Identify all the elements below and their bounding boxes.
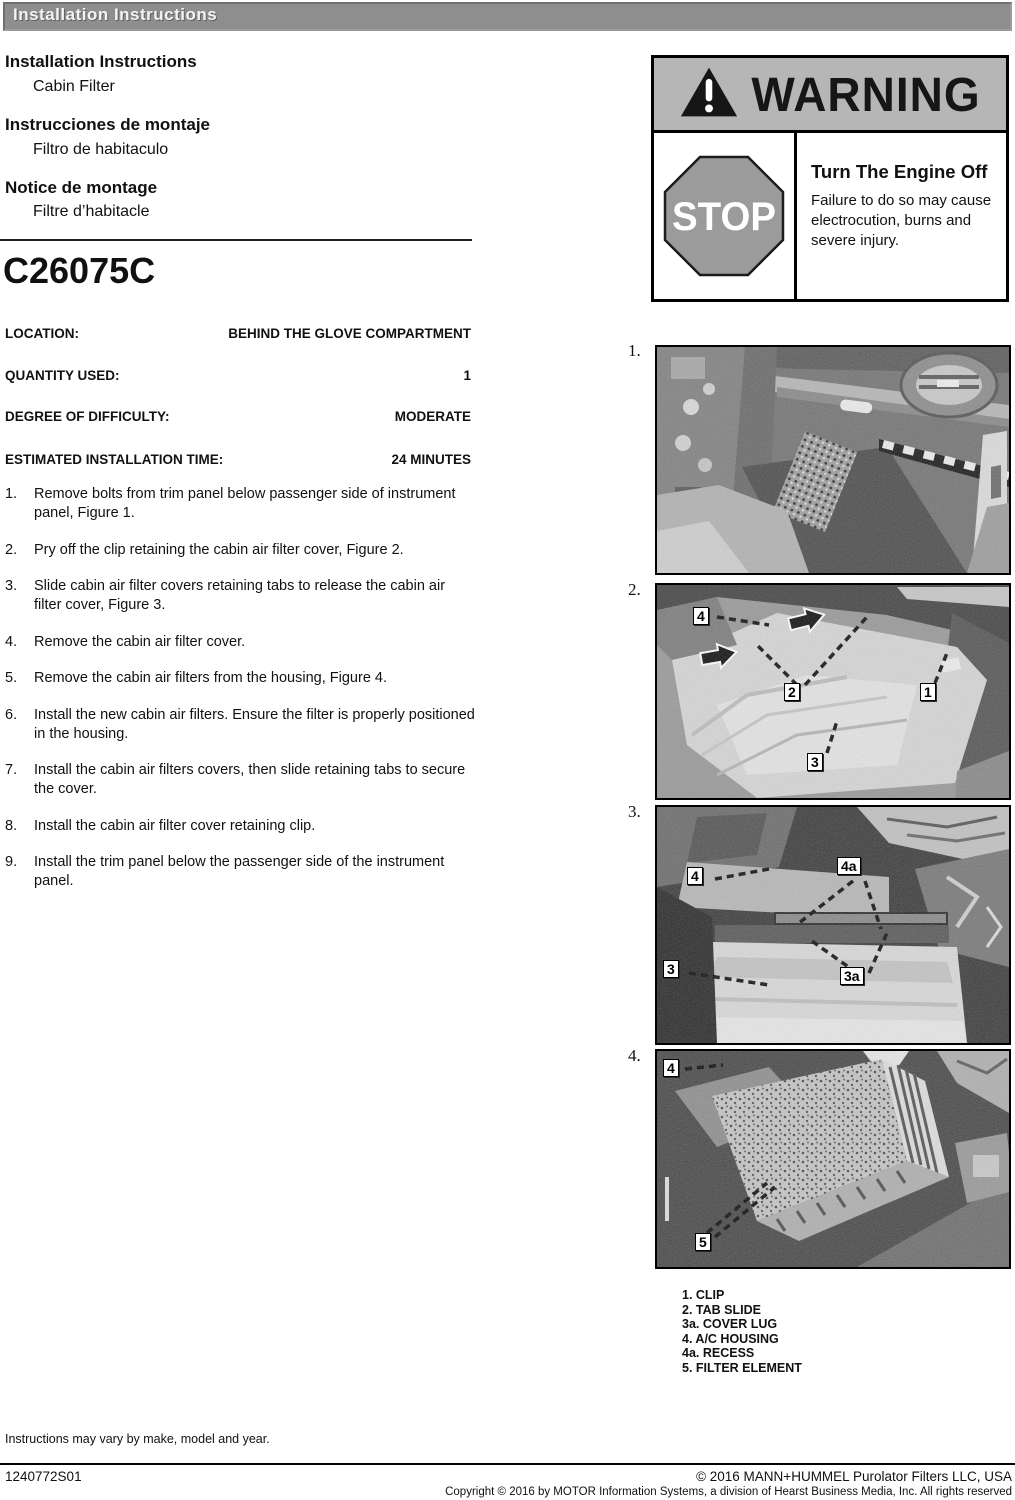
spec-value: 24 MINUTES: [391, 452, 471, 467]
step-text: Remove the cabin air filters from the housing, Figure 4.: [34, 670, 387, 686]
callout-label: 4: [663, 1059, 679, 1077]
callout-label: 2: [784, 683, 800, 701]
step-number: 5.: [5, 670, 18, 686]
title-english: Installation Instructions: [5, 52, 197, 71]
figure-4-number: 4.: [628, 1046, 641, 1065]
legend-item: 4a. RECESS: [682, 1346, 755, 1360]
step-item: [5, 706, 475, 744]
step-item: [5, 761, 475, 799]
figure-1-number: 1.: [628, 341, 641, 360]
callout-label: 4a: [837, 857, 861, 875]
step-number: 9.: [5, 854, 18, 870]
step-text: Install the new cabin air filters. Ensure the filter is properly positioned in the housing.: [34, 706, 475, 742]
step-number: 7.: [5, 762, 18, 778]
callout-label: 1: [920, 683, 936, 701]
copyright-line-1: © 2016 MANN+HUMMEL Purolator Filters LLC, USA: [696, 1469, 1012, 1484]
spec-label: LOCATION:: [5, 326, 79, 341]
figure-2-illustration: [657, 585, 1009, 798]
legend-item: 3a. COVER LUG: [682, 1317, 778, 1331]
step-item: [5, 633, 475, 652]
figure-4-photo: [655, 1049, 1011, 1269]
step-text: Remove bolts from trim panel below passenger side of instrument panel, Figure 1.: [34, 486, 456, 521]
spec-row-difficulty: [5, 409, 471, 424]
spec-value: BEHIND THE GLOVE COMPARTMENT: [228, 326, 471, 341]
step-item: [5, 817, 475, 836]
spec-row-time: [5, 452, 471, 467]
step-text: Install the cabin air filters covers, then slide retaining tabs to secure the cover.: [34, 762, 466, 797]
step-item: [5, 541, 475, 560]
divider: [0, 239, 472, 241]
legend-item: 5. FILTER ELEMENT: [682, 1360, 802, 1375]
step-number: 2.: [5, 541, 18, 558]
instruction-steps: [5, 485, 475, 909]
spec-row-location: [5, 326, 471, 341]
figure-1-illustration: [657, 347, 1009, 573]
title-french: Notice de montage: [5, 178, 158, 197]
page-header-title: Installation Instructions: [13, 5, 218, 24]
step-text: Slide cabin air filter covers retaining tabs to release the cabin air filter cover, Figure 3.: [34, 578, 446, 613]
warning-body: [654, 133, 1006, 299]
callout-label: 3a: [840, 967, 864, 985]
callout-label: 4: [687, 867, 703, 885]
copyright-line-2: Copyright © 2016 by MOTOR Information Systems, a division of Hearst Business Media, Inc. All rights reserved: [445, 1486, 1012, 1498]
part-number: C26075C: [3, 250, 156, 291]
step-number: 8.: [5, 817, 18, 834]
callout-label: 3: [807, 753, 823, 771]
step-number: 4.: [5, 633, 18, 650]
figure-3-number: 3.: [628, 802, 641, 821]
page-header-bar: [3, 2, 1012, 31]
figure-3-illustration: [657, 807, 1009, 1043]
figure-legend: [682, 1288, 802, 1375]
step-text: Pry off the clip retaining the cabin air filter cover, Figure 2.: [34, 541, 404, 558]
figure-1-photo: [655, 345, 1011, 575]
figure-2-number: 2.: [628, 580, 641, 599]
stop-sign-icon: [654, 133, 797, 299]
warning-text: Failure to do so may cause electrocution, burns and severe injury.: [811, 192, 992, 249]
legend-item: 4. A/C HOUSING: [682, 1331, 779, 1346]
legend-item: 2. TAB SLIDE: [682, 1302, 761, 1317]
subtitle-french: Filtre d’habitacle: [33, 203, 150, 220]
subtitle-english: Cabin Filter: [33, 78, 115, 95]
warning-box: [651, 55, 1009, 302]
callout-label: 5: [695, 1233, 711, 1251]
spec-label: DEGREE OF DIFFICULTY:: [5, 409, 170, 424]
step-number: 6.: [5, 706, 18, 723]
subtitle-spanish: Filtro de habitaculo: [33, 141, 169, 158]
spec-label: QUANTITY USED:: [5, 368, 120, 383]
warning-message: [797, 133, 1006, 299]
warning-header: [654, 58, 1006, 133]
step-text: Install the trim panel below the passenger side of the instrument panel.: [34, 854, 445, 889]
callout-label: 4: [693, 607, 709, 625]
stop-sign-text: STOP: [672, 195, 776, 239]
step-text: Remove the cabin air filter cover.: [34, 633, 246, 650]
step-text: Install the cabin air filter cover retaining clip.: [34, 817, 316, 834]
spec-value: MODERATE: [394, 409, 471, 424]
warning-title: WARNING: [751, 66, 981, 122]
step-item: [5, 853, 475, 891]
document-number: 1240772S01: [5, 1469, 82, 1484]
warning-triangle-icon: [679, 65, 739, 124]
step-number: 1.: [5, 486, 18, 502]
step-number: 3.: [5, 578, 18, 594]
title-spanish: Instrucciones de montaje: [5, 115, 210, 134]
callout-label: 3: [663, 960, 679, 978]
spec-label: ESTIMATED INSTALLATION TIME:: [5, 452, 224, 467]
step-item: [5, 577, 475, 615]
variation-note: Instructions may vary by make, model and year.: [5, 1432, 270, 1446]
figure-3-photo: [655, 805, 1011, 1045]
footer-divider: [0, 1463, 1015, 1465]
legend-item: 1. CLIP: [682, 1288, 725, 1302]
spec-value: 1: [463, 368, 471, 383]
figure-2-photo: [655, 583, 1011, 800]
step-item: [5, 485, 475, 523]
spec-row-quantity: [5, 368, 471, 383]
step-item: [5, 669, 475, 688]
warning-heading: Turn The Engine Off: [811, 161, 988, 182]
